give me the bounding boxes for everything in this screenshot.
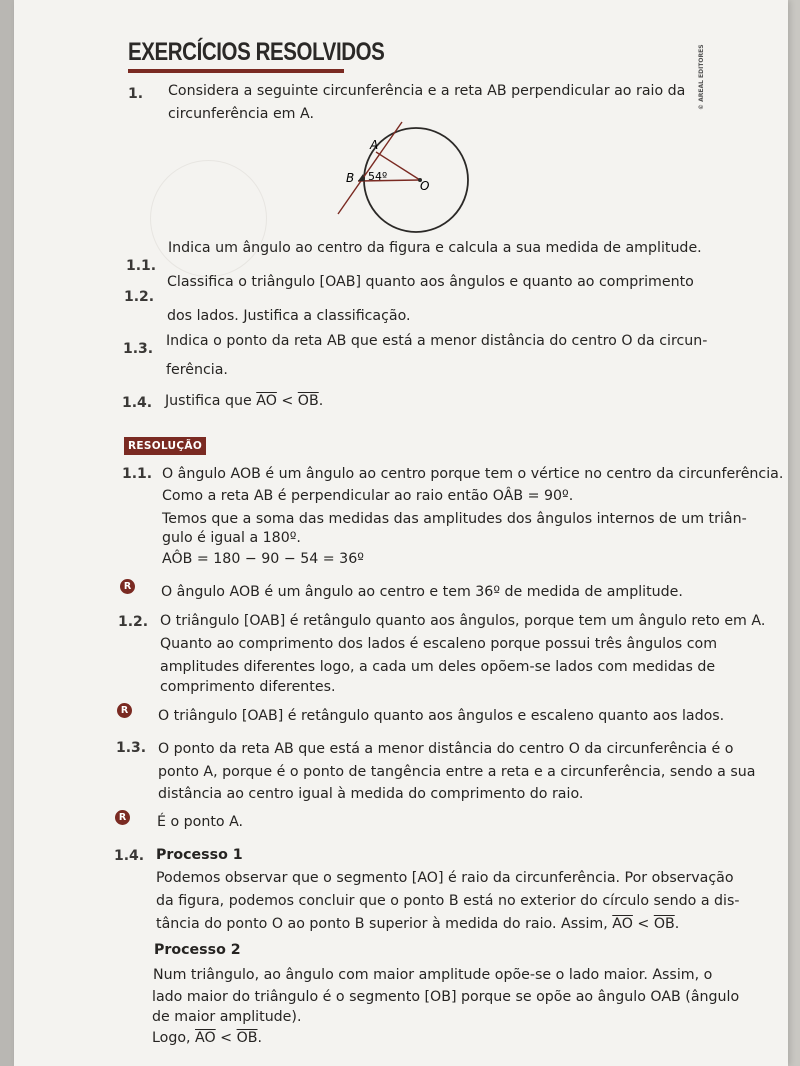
resolution-answer: É o ponto A. [157,814,244,830]
resolution-text: O ponto da reta AB que está a menor distância do centro O da circunferência é o [158,741,734,757]
question-text: ferência. [166,362,228,378]
resolution-text: Quanto ao comprimento dos lados é escaleno porque possui três ângulos com [160,636,718,652]
process-title: Processo 1 [156,847,243,863]
title-underline [128,69,344,73]
resolution-text: da figura, podemos concluir que o ponto B está no exterior do círculo sendo a dis- [156,893,740,909]
angle-label: 54º [368,170,388,183]
resolution-number: 1.3. [116,740,147,756]
resolution-text: O triângulo [OAB] é retângulo quanto aos ângulos, porque tem um ângulo reto em A. [160,613,766,629]
resolution-text: tância do ponto O ao ponto B superior à medida do raio. Assim, $\overline{AO} < \overline{OB}$. [156,916,680,932]
page-title: EXERCÍCIOS RESOLVIDOS [128,38,385,66]
label-a: A [370,138,379,152]
resolution-text: distância ao centro igual à medida do comprimento do raio. [158,786,584,802]
resolution-text: AÔB = 180 − 90 − 54 = 36º [162,551,364,567]
resolution-text: ponto A, porque é o ponto de tangência entre a reta e a circunferência, sendo a sua [158,764,756,780]
resolution-text: amplitudes diferentes logo, a cada um deles opõem-se lados com medidas de [160,659,716,675]
resolution-text: Como a reta AB é perpendicular ao raio então OÂB = 90º. [162,488,574,504]
resolution-text: gulo é igual a 180º. [162,530,301,546]
resolution-number: 1.1. [122,466,153,482]
answer-mark: R [115,810,130,825]
process-title: Processo 2 [154,942,241,958]
exercise-intro-line1: Considera a seguinte circunferência e a reta AB perpendicular ao raio da [168,83,686,99]
resolution-text: lado maior do triângulo é o segmento [OB] porque se opõe ao ângulo OAB (ângulo [152,989,740,1005]
publisher-credit: © AREAL EDITORES [698,44,705,110]
exercise-number: 1. [128,86,144,102]
question-text: Classifica o triângulo [OAB] quanto aos ângulos e quanto ao comprimento [167,274,694,290]
resolution-badge: RESOLUÇÃO [124,437,206,455]
question-text: Justifica que $\overline{AO} < \overline{OB}$. [165,393,324,409]
resolution-text: comprimento diferentes. [160,679,336,695]
resolution-answer: O ângulo AOB é um ângulo ao centro e tem 36º de medida de amplitude. [161,584,683,600]
resolution-text: Podemos observar que o segmento [AO] é raio da circunferência. Por observação [156,870,734,886]
question-number: 1.2. [124,289,155,305]
resolution-number: 1.2. [118,614,149,630]
question-text: Indica o ponto da reta AB que está a menor distância do centro O da circun- [166,333,708,349]
answer-mark: R [117,703,132,718]
circle-tangent-figure [330,118,480,242]
resolution-text: Logo, $\overline{AO} < \overline{OB}$. [152,1030,263,1046]
resolution-text: Num triângulo, ao ângulo com maior amplitude opõe-se o lado maior. Assim, o [153,967,713,983]
question-text: Indica um ângulo ao centro da figura e calcula a sua medida de amplitude. [168,240,702,256]
resolution-text: O ângulo AOB é um ângulo ao centro porque tem o vértice no centro da circunferência. [162,466,784,482]
question-number: 1.4. [122,395,153,411]
exercise-intro-line2: circunferência em A. [168,106,314,122]
question-number: 1.1. [126,258,157,274]
tangent-line-ab [338,122,402,214]
label-b: B [346,171,355,185]
resolution-text: Temos que a soma das medidas das amplitudes dos ângulos internos de um triân- [162,511,747,527]
resolution-answer: O triângulo [OAB] é retângulo quanto aos ângulos e escaleno quanto aos lados. [158,708,725,724]
question-number: 1.3. [123,341,154,357]
bleed-through-circle [150,160,267,277]
answer-mark: R [120,579,135,594]
resolution-text: de maior amplitude). [152,1009,302,1025]
resolution-number: 1.4. [114,848,145,864]
question-text: dos lados. Justifica a classificação. [167,308,411,324]
label-o: O [420,179,430,193]
book-binding-edge [0,0,14,1066]
